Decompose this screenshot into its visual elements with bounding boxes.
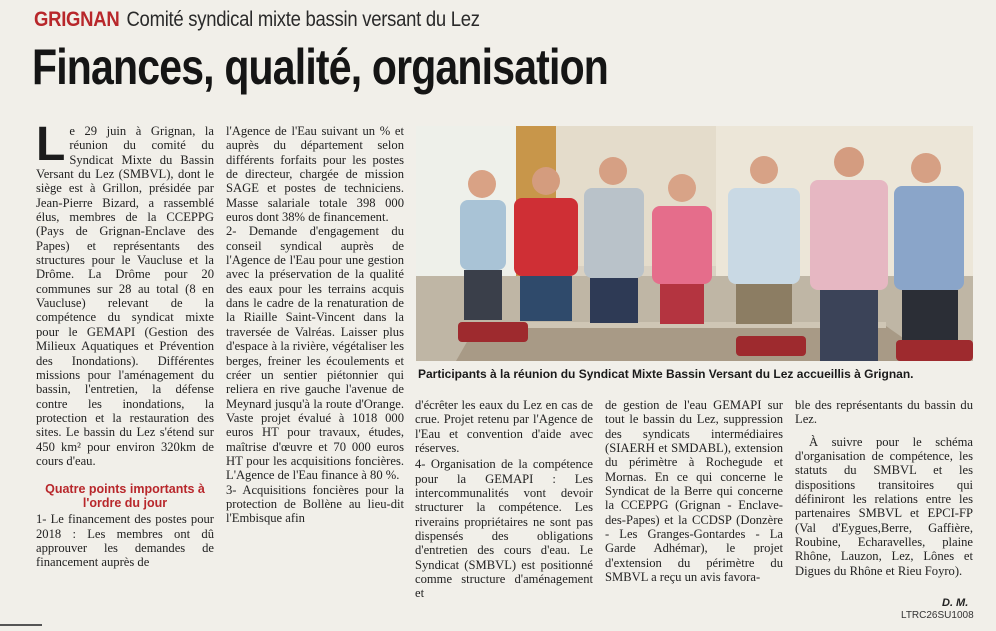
- group-photo: [416, 126, 973, 361]
- kicker-town: GRIGNAN: [34, 8, 120, 31]
- article-headline: Finances, qualité, organisation: [32, 39, 609, 95]
- paragraph-point-3: 3- Acquisitions foncières pour la protection de Bollène au lieu-dit l'Embisque afin: [226, 482, 404, 526]
- paragraph-financing: l'Agence de l'Eau suivant un % et auprès du département selon différents forfaits pour les postes de directeur, chargée de mission SAGE et postes de techniciens. Masse salariale totale 398 000 euros dont 38% de financement.: [226, 124, 404, 225]
- kicker-text: Comité syndical mixte bassin versant du Lez: [126, 8, 480, 31]
- article-kicker: [34, 8, 480, 32]
- article-reference: LTRC26SU1008: [901, 610, 974, 621]
- section-subhead: Quatre points importants à l'ordre du jour: [45, 482, 205, 511]
- paragraph-point-3-cont: d'écrêter les eaux du Lez en cas de crue. Projet retenu par l'Agence de l'Eau et convention d'aide avec réserves.: [415, 398, 593, 456]
- text-column-3: [415, 398, 593, 601]
- paragraph-gemapi: de gestion de l'eau GEMAPI sur tout le bassin du Lez, suppression des syndicats intermédiaires (SIAERH et SMDABL), extension du périmètre à Rochegude et Mornas. En ce qui concerne le Syndicat de la Berre qui concerne la CCEPPG (Grignan - Enclave-des-Papes) et la CCDSP (Donzère - Les Granges-Gontardes - La Garde Adhémar), le projet d'extension du périmètre du SMBVL a reçu un avis favora-: [605, 398, 783, 585]
- paragraph-point-1: 1- Le financement des postes pour 2018 : Les membres ont dû approuver les demandes de financement auprès de: [36, 512, 214, 570]
- paragraph-favorable: ble des représentants du bassin du Lez.: [795, 398, 973, 427]
- photo-caption: Participants à la réunion du Syndicat Mixte Bassin Versant du Lez accueillis à Grignan.: [418, 367, 914, 381]
- text-column-2: [226, 124, 404, 526]
- paragraph-intro: e 29 juin à Grignan, la réunion du comité du Syndicat Mixte du Bassin Versant du Lez (SMBVL), dont le siège est à Grillon, présidée par Jean-Pierre Bizard, a rassemblé élus, membres de la CCEPPG (Pays de Grignan-Enclave des Papes) et représentants des structures pour le Vaucluse et la Drôme. La Drôme pour 20 communes sur 28 au total (8 en Vaucluse) relevant de la compétence du syndicat mixte pour le GEMAPI (Gestion des Milieux Aquatiques et Prévention des Inondations). Différentes missions pour l'aménagement du bassin, l'entretien, la défense contre les inondations, la protection et la restauration des sites. Le bassin du Lez s'étend sur 450 km² pour environ 320km de cours d'eau.: [36, 124, 214, 468]
- corner-rule: [0, 624, 42, 626]
- drop-cap: L: [36, 118, 66, 171]
- paragraph-point-4: 4- Organisation de la compétence pour la GEMAPI : Les intercommunalités vont devoir structurer la compétence. Les riverains propriétaires ne sont pas dispensés des obligations d'entretien des cours d'eau. Le Syndicat (SMBVL) est positionné comme structure d'aménagement et: [415, 457, 593, 601]
- text-column-1: [36, 118, 214, 570]
- paragraph-point-2: 2- Demande d'engagement du conseil syndical auprès de l'Agence de l'Eau pour une gestion avec la préservation de la qualité des eaux pour les terrains acquis dans le cadre de la renaturation de la Riaille Saint-Vincent dans la traversée de Valréas. Laisser plus d'espace à la rivière, végétaliser les berges, freiner les écoulements et créer un sentier piétonnier qui reliera en rive gauche l'avenue de Meynard jusqu'à la route d'Orange. Vaste projet évalué à 1018 000 euros HT pour travaux, études, maîtrise d'œuvre et 70 000 euros HT pour les acquisitions foncières. L'Agence de l'Eau finance à 80 %.: [226, 224, 404, 483]
- paragraph-next-steps: À suivre pour le schéma d'organisation de compétence, les statuts du SMBVL et les dispositions transitoires qui définiront les relations entre les partenaires SMBVL et EPCI-FP (Val d'Eygues,Berre, Gaffière, Roubine, Echaravelles, plaine Rhône, Lauzon, Lez, Lônes et Digues du Rhône et Rieu Foyro).: [795, 434, 973, 578]
- group-photo-illustration: [416, 126, 973, 361]
- text-column-4: [605, 398, 783, 584]
- author-signature: D. M.: [942, 597, 969, 609]
- text-column-5: [795, 398, 973, 578]
